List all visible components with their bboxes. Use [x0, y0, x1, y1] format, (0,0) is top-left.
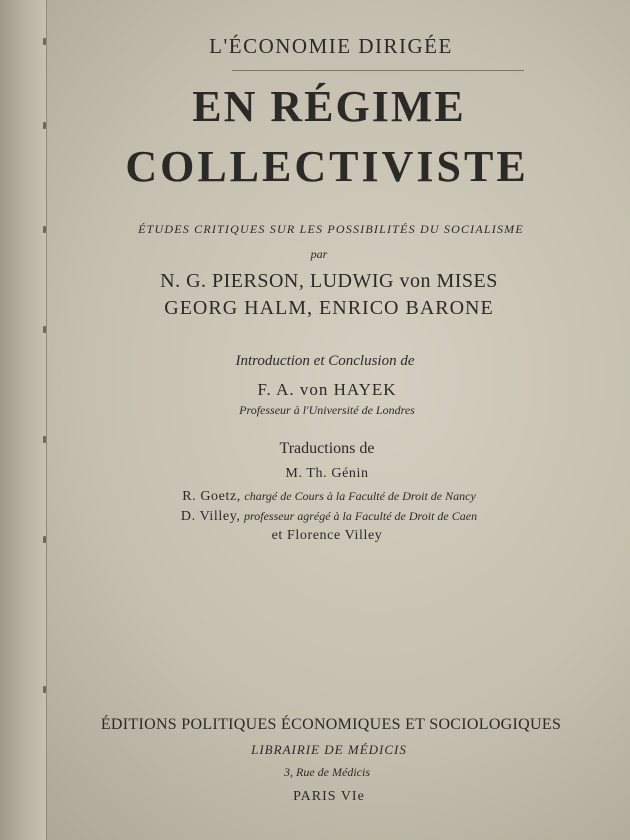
translator-name: D. Villey,	[180, 509, 241, 524]
translator-name: et Florence Villey	[271, 528, 383, 543]
subtitle: ÉTUDES CRITIQUES SUR LES POSSIBILITÉS DU SOCIALISME	[138, 222, 524, 236]
intro-author-affiliation: Professeur à l'Université de Londres	[239, 403, 415, 417]
address: 3, Rue de Médicis	[284, 765, 370, 779]
main-title-line2: COLLECTIVISTE	[125, 142, 529, 191]
city: PARIS VIe	[293, 789, 365, 804]
translator-role: chargé de Cours à la Faculté de Droit de Nancy	[244, 489, 476, 503]
translator-3	[14, 509, 630, 525]
translations-label: Traductions de	[279, 440, 375, 457]
par-label: par	[310, 247, 328, 261]
main-title-line1: EN RÉGIME	[192, 82, 466, 131]
translator-2	[14, 489, 630, 505]
binding-stitch	[43, 326, 46, 333]
translator-1	[12, 466, 630, 482]
translator-4	[12, 528, 630, 544]
binding-stitch	[43, 686, 46, 693]
publisher: ÉDITIONS POLITIQUES ÉCONOMIQUES ET SOCIOLOGIQUES	[100, 716, 562, 733]
intro-author: F. A. von HAYEK	[257, 380, 397, 399]
translator-name: M. Th. Génin	[285, 466, 369, 481]
authors-line1: N. G. PIERSON, LUDWIG von MISES	[160, 270, 498, 292]
bookshop: LIBRAIRIE DE MÉDICIS	[251, 742, 407, 757]
title-rule	[232, 70, 524, 71]
authors-line2: GEORG HALM, ENRICO BARONE	[164, 297, 494, 319]
translator-name: R. Goetz,	[182, 489, 241, 504]
series-title: L'ÉCONOMIE DIRIGÉE	[209, 34, 453, 58]
intro-label: Introduction et Conclusion de	[235, 353, 415, 369]
translator-role: professeur agrégé à la Faculté de Droit de Caen	[244, 509, 478, 523]
